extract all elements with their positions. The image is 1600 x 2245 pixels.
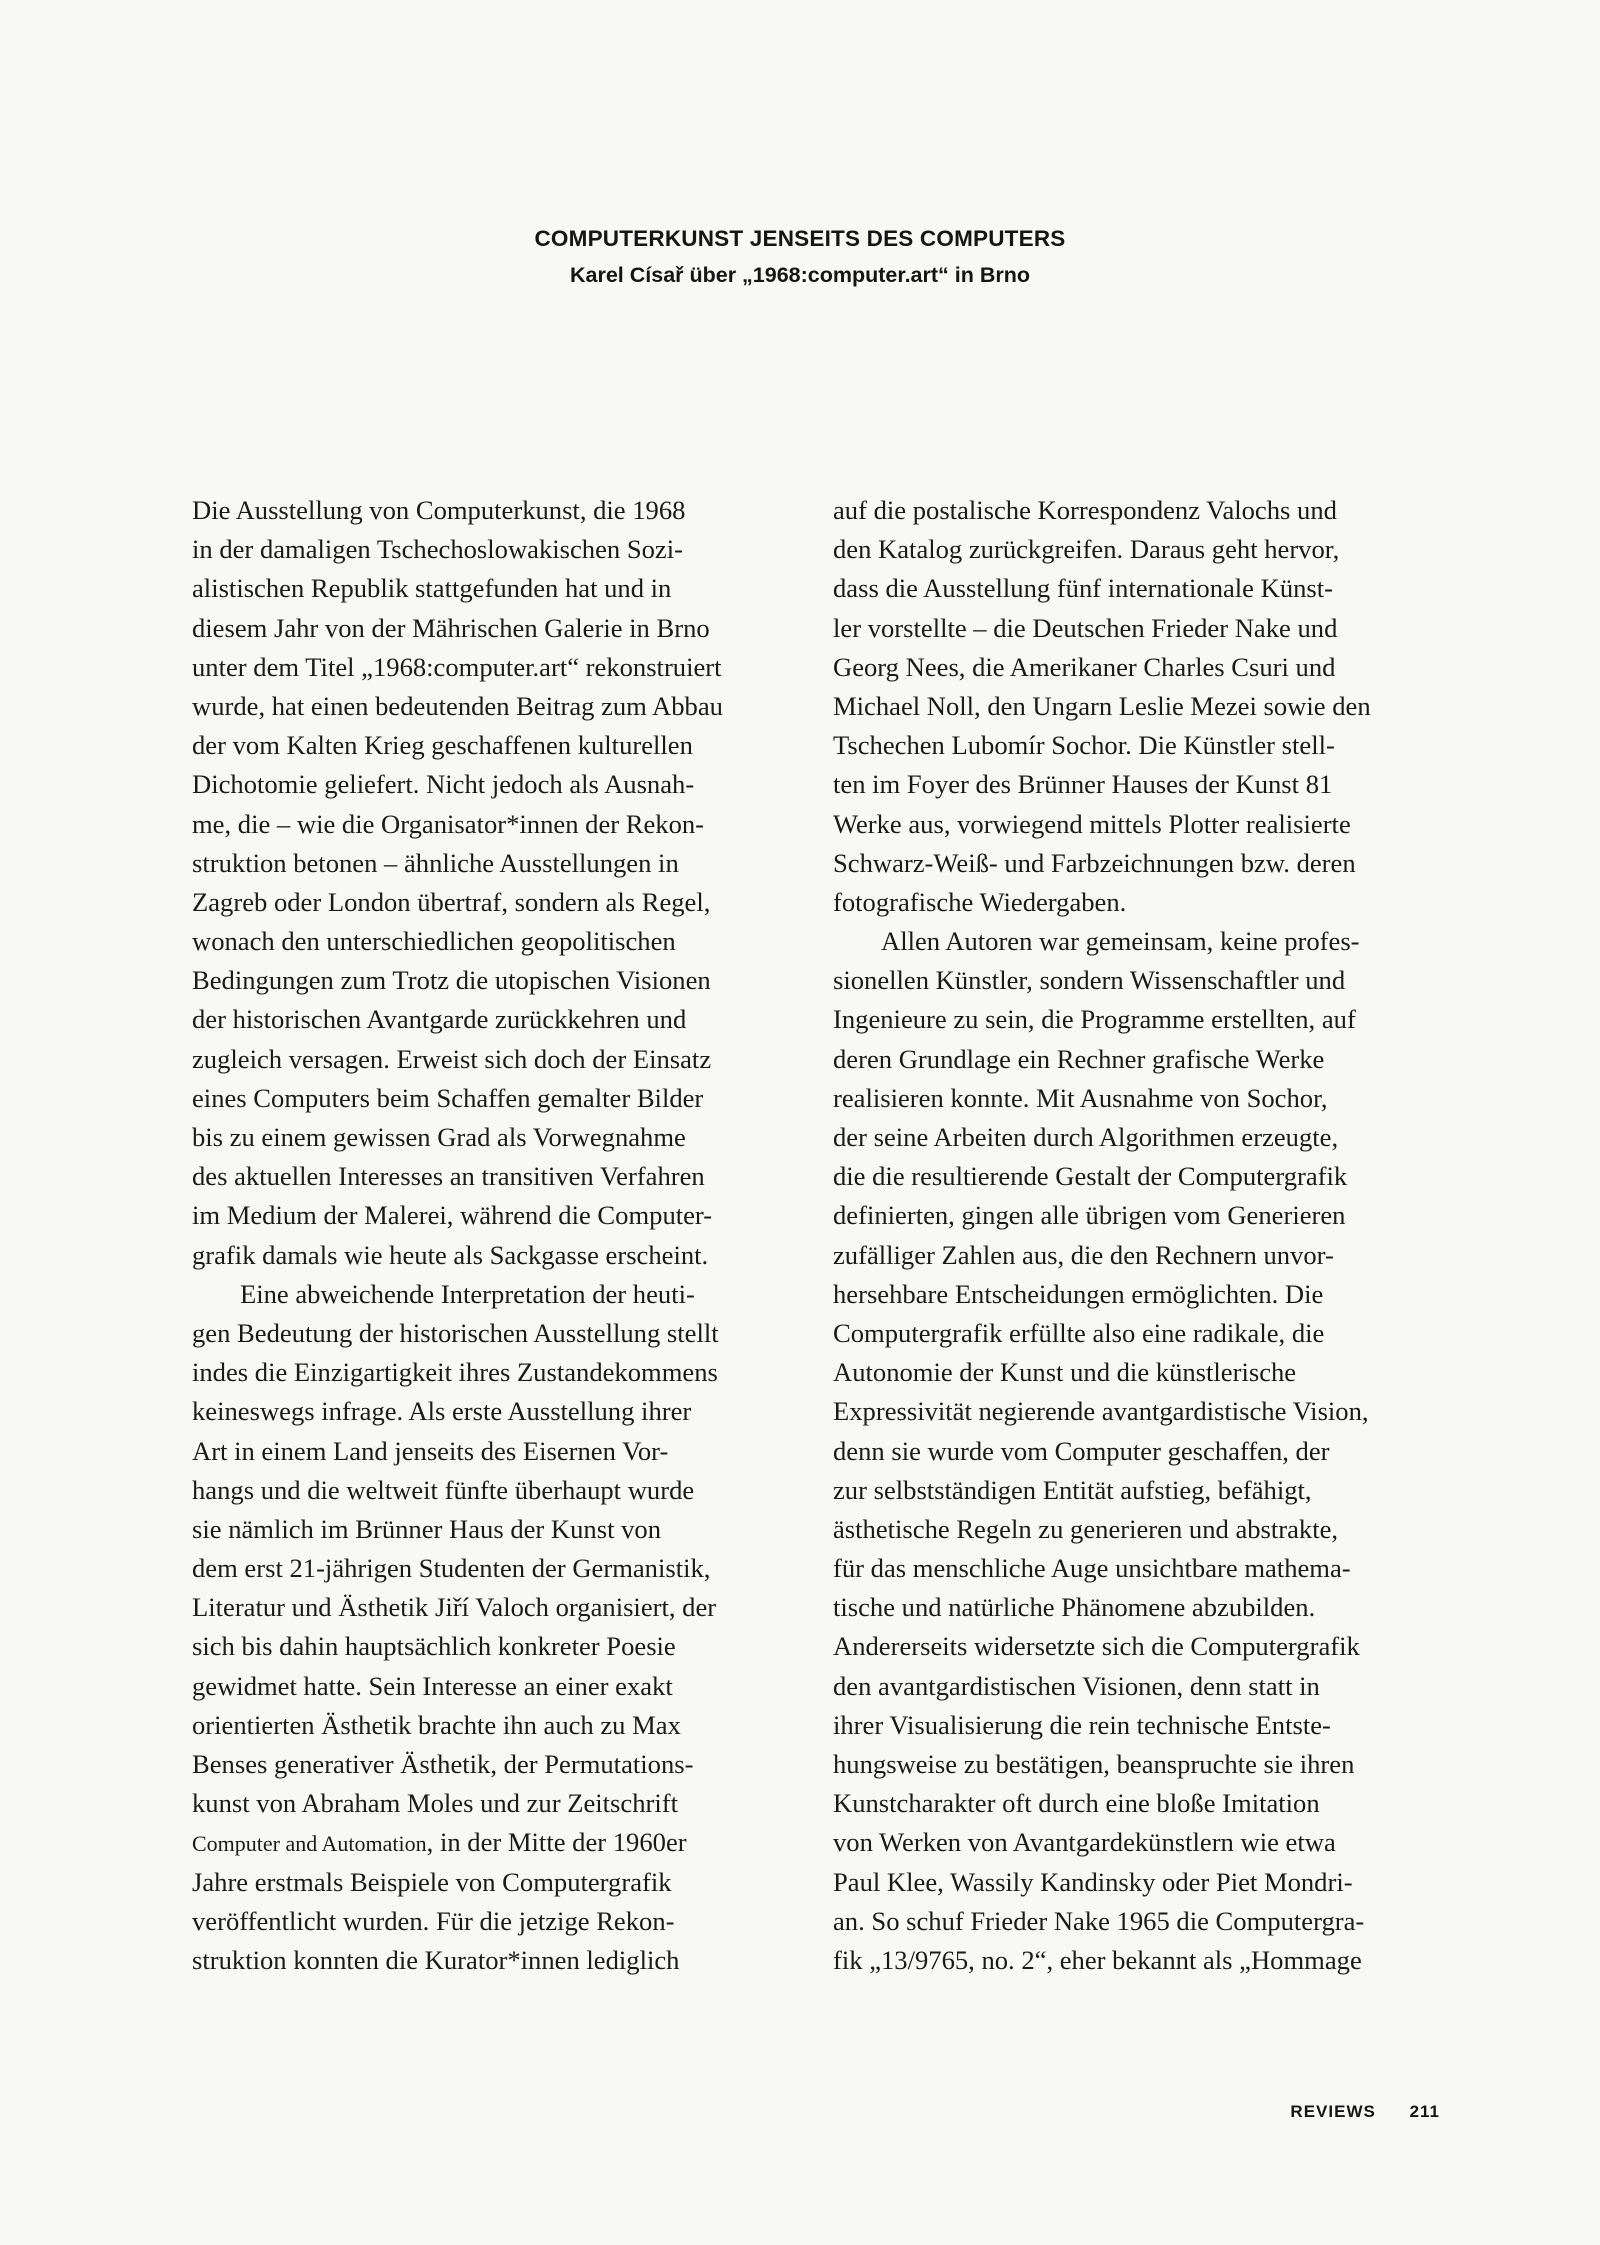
text-line: den Katalog zurückgreifen. Daraus geht hervor, (833, 534, 1340, 565)
text-fragment: , in der Mitte der 1960er (426, 1827, 687, 1858)
text-line: gewidmet hatte. Sein Interesse an einer exakt (192, 1670, 673, 1701)
text-line: alistischen Republik stattgefunden hat und in (192, 573, 672, 604)
text-line: der vom Kalten Krieg geschaffenen kulturellen (192, 730, 693, 761)
text-line: Literatur und Ästhetik Jiří Valoch organisiert, der (192, 1592, 717, 1623)
text-line (192, 1823, 812, 1862)
text-line: auf die postalische Korrespondenz Valochs und (833, 495, 1337, 525)
publication-title: Computer and Automation (192, 1831, 427, 1857)
text-line: hangs und die weltweit fünfte überhaupt wurde (192, 1474, 695, 1505)
text-line: dass die Ausstellung fünf internationale Künst- (833, 573, 1334, 604)
text-line: orientierten Ästhetik brachte ihn auch zu Max (192, 1709, 681, 1740)
text-line: Benses generativer Ästhetik, der Permutations- (192, 1749, 694, 1779)
text-line: Art in einem Land jenseits des Eisernen Vor- (192, 1435, 669, 1466)
text-line: an. So schuf Frieder Nake 1965 die Computergra- (833, 1905, 1365, 1936)
text-line: Ingenieure zu sein, die Programme erstellten, auf (833, 1004, 1356, 1035)
text-line: sie nämlich im Brünner Haus der Kunst von (192, 1513, 662, 1544)
text-line: wonach den unterschiedlichen geopolitischen (192, 926, 676, 957)
text-line: struktion betonen – ähnliche Ausstellungen in (192, 847, 679, 878)
text-line: me, die – wie die Organisator*innen der Rekon- (192, 808, 705, 839)
text-line: Allen Autoren war gemeinsam, keine profes- (881, 926, 1360, 957)
text-line: sionellen Künstler, sondern Wissenschaftler und (833, 965, 1346, 996)
text-line: ästhetische Regeln zu generieren und abstrakte, (833, 1513, 1339, 1544)
text-line: Jahre erstmals Beispiele von Computergrafik (192, 1866, 672, 1897)
text-line: ten im Foyer des Brünner Hauses der Kunst 81 (833, 769, 1333, 800)
text-line: des aktuellen Interesses an transitiven Verfahren (192, 1161, 705, 1192)
text-line: hersehbare Entscheidungen ermöglichten. Die (833, 1278, 1324, 1309)
text-line: diesem Jahr von der Mährischen Galerie in Brno (192, 612, 710, 643)
text-line: ler vorstellte – die Deutschen Frieder Nake und (833, 612, 1338, 643)
text-line: indes die Einzigartigkeit ihres Zustandekommens (192, 1357, 718, 1388)
text-line: veröffentlicht wurden. Für die jetzige Rekon- (192, 1905, 675, 1936)
text-line: gen Bedeutung der historischen Ausstellung stellt (192, 1317, 719, 1348)
text-line: wurde, hat einen bedeutenden Beitrag zum Abbau (192, 690, 723, 721)
text-line: bis zu einem gewissen Grad als Vorwegnahme (192, 1122, 686, 1152)
text-line: in der damaligen Tschechoslowakischen Sozi- (192, 534, 683, 565)
text-line: den avantgardistischen Visionen, denn statt in (833, 1670, 1320, 1701)
text-line: zufälliger Zahlen aus, die den Rechnern unvor- (833, 1239, 1334, 1270)
text-line: kunst von Abraham Moles und zur Zeitschrift (192, 1788, 678, 1819)
text-line: sich bis dahin hauptsächlich konkreter Poesie (192, 1631, 676, 1662)
right-text-column (833, 491, 1453, 1980)
text-line: die die resultierende Gestalt der Computergrafik (833, 1161, 1348, 1192)
text-line: denn sie wurde vom Computer geschaffen, der (833, 1435, 1330, 1466)
text-line: fik „13/9765, no. 2“, eher bekannt als „Hommage (833, 1944, 1362, 1975)
text-line: Tschechen Lubomír Sochor. Die Künstler stell- (833, 730, 1335, 761)
text-line: unter dem Titel „1968:computer.art“ rekonstruiert (192, 651, 722, 682)
text-line: Autonomie der Kunst und die künstlerische (833, 1357, 1297, 1388)
text-line: zugleich versagen. Erweist sich doch der Einsatz (192, 1043, 712, 1074)
text-line: Georg Nees, die Amerikaner Charles Csuri und (833, 651, 1336, 682)
text-line: Bedingungen zum Trotz die utopischen Visionen (192, 965, 711, 996)
text-line: fotografische Wiedergaben. (833, 886, 1127, 917)
text-line: Dichotomie geliefert. Nicht jedoch als Ausnah- (192, 769, 695, 800)
text-line: deren Grundlage ein Rechner grafische Werke (833, 1043, 1325, 1074)
text-line: Paul Klee, Wassily Kandinsky oder Piet Mondri- (833, 1866, 1353, 1897)
text-line: für das menschliche Auge unsichtbare mathema- (833, 1553, 1351, 1584)
text-line: tische und natürliche Phänomene abzubilden. (833, 1592, 1316, 1623)
article-subtitle: Karel Císař über „1968:computer.art“ in Brno (569, 263, 1030, 287)
text-line: Schwarz-Weiß- und Farbzeichnungen bzw. deren (833, 847, 1356, 878)
article-title: COMPUTERKUNST JENSEITS DES COMPUTERS (534, 226, 1066, 251)
text-line: Computergrafik erfüllte also eine radikale, die (833, 1317, 1325, 1348)
text-line: ihrer Visualisierung die rein technische Entste- (833, 1709, 1331, 1740)
text-line: Die Ausstellung von Computerkunst, die 1968 (192, 495, 686, 525)
page-number: 211 (1409, 2102, 1440, 2121)
left-text-column (192, 491, 812, 1980)
text-line: von Werken von Avantgardekünstlern wie etwa (833, 1827, 1336, 1858)
text-line: struktion konnten die Kurator*innen lediglich (192, 1944, 680, 1975)
text-line: Kunstcharakter oft durch eine bloße Imitation (833, 1788, 1320, 1819)
text-line: hungsweise zu bestätigen, beanspruchte sie ihren (833, 1749, 1355, 1779)
text-line: zur selbstständigen Entität aufstieg, befähigt, (833, 1474, 1312, 1505)
text-line: keineswegs infrage. Als erste Ausstellung ihrer (192, 1396, 692, 1427)
text-line: der seine Arbeiten durch Algorithmen erzeugte, (833, 1122, 1339, 1152)
text-line: grafik damals wie heute als Sackgasse erscheint. (192, 1239, 709, 1270)
text-line: der historischen Avantgarde zurückkehren und (192, 1004, 687, 1035)
text-line: dem erst 21-jährigen Studenten der Germanistik, (192, 1553, 711, 1584)
page-footer (1200, 2102, 1440, 2122)
text-line: Eine abweichende Interpretation der heuti- (240, 1278, 695, 1309)
text-line: Michael Noll, den Ungarn Leslie Mezei sowie den (833, 690, 1371, 721)
text-line: realisieren konnte. Mit Ausnahme von Sochor, (833, 1082, 1328, 1113)
text-line: definierten, gingen alle übrigen vom Generieren (833, 1200, 1346, 1231)
text-line: Andererseits widersetzte sich die Computergrafik (833, 1631, 1360, 1662)
text-line: Zagreb oder London übertraf, sondern als Regel, (192, 886, 711, 917)
section-label: REVIEWS (1290, 2102, 1376, 2121)
text-line: Werke aus, vorwiegend mittels Plotter realisierte (833, 808, 1351, 839)
article-header (0, 220, 1600, 292)
text-line: Expressivität negierende avantgardistische Vision, (833, 1396, 1369, 1427)
text-line: im Medium der Malerei, während die Computer- (192, 1200, 713, 1231)
text-line: eines Computers beim Schaffen gemalter Bilder (192, 1082, 704, 1113)
